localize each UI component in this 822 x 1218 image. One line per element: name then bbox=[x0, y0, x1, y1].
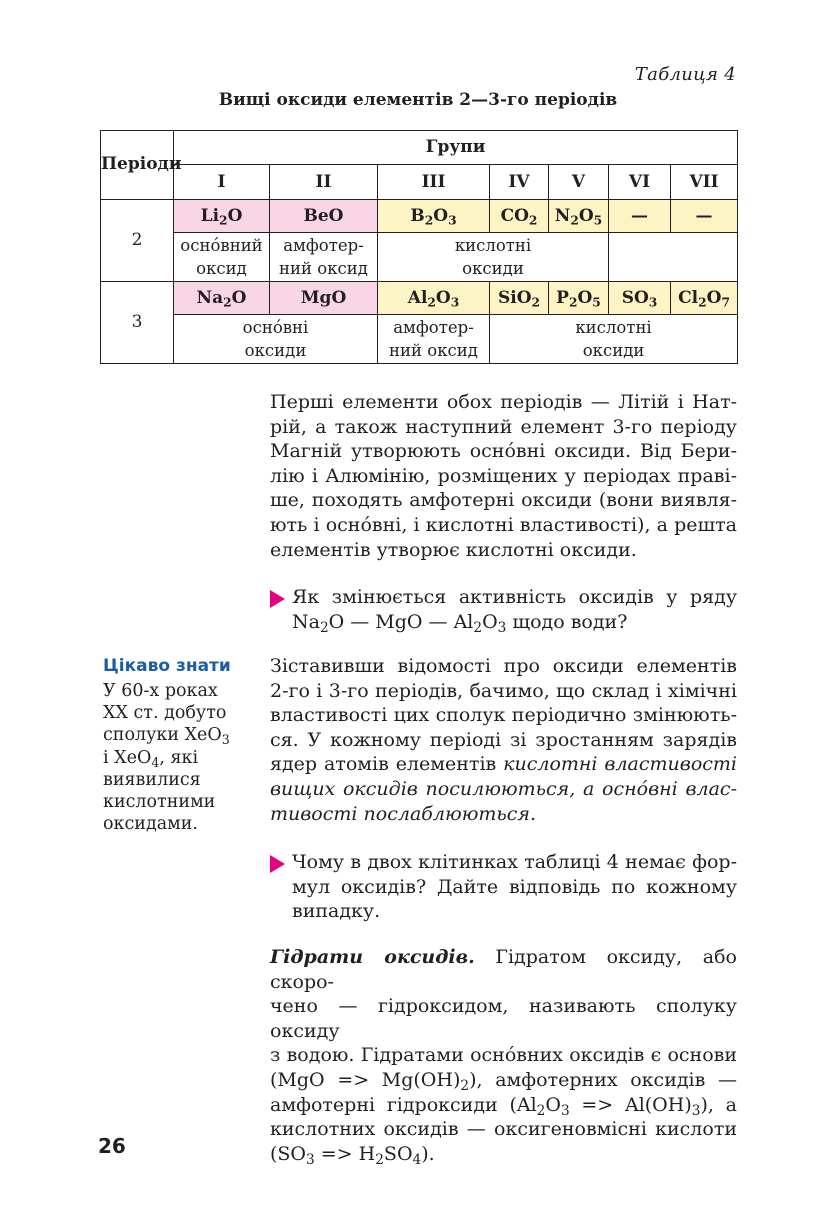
sidebar-text: У 60-х роках XX ст. добуто сполуки XeO$_3$ і XeO$_4$, які виявилися кислотними оксидами. bbox=[103, 681, 230, 835]
oxide-formula: $Na_2O$ bbox=[174, 281, 270, 314]
page-number: 26 bbox=[98, 1134, 126, 1158]
oxide-formula: $N_2O_5$ bbox=[549, 199, 609, 232]
oxide-type-acidic: кислотні оксиди bbox=[490, 315, 738, 364]
period-label: 2 bbox=[101, 199, 174, 281]
question-empty-cells: Чому в двох клітинках таблиці 4 немає фор- мул оксидів? Дайте відповідь по кожному випадку. bbox=[270, 850, 737, 924]
group-label: III bbox=[378, 165, 490, 199]
empty-cell bbox=[609, 233, 738, 282]
periods-header: Періоди bbox=[101, 131, 174, 200]
oxide-formula: BeO bbox=[270, 199, 378, 232]
group-label: I bbox=[174, 165, 270, 199]
oxide-type-amphoteric: амфотер- ний оксид bbox=[270, 233, 378, 282]
oxide-formula: $Cl_2O_7$ bbox=[671, 281, 738, 314]
table-caption: Таблиця 4 bbox=[634, 64, 736, 85]
oxide-type-acidic: кислотні оксиди bbox=[378, 233, 609, 282]
paragraph-hydrates: Гідрати оксидів. Гідратом оксиду, або скоро- чено — гідроксидом, називають сполуку оксиду з водою. Гідратами оснóвних оксидів є основи $(MgO => Mg(OH)_2)$, амфотерних оксидів — амфотерні гідроксиди $(Al_2O_3 => Al(OH)_3)$, а кислотних оксидів — оксигеновмісні кислоти $(SO_3 => H_2SO_4)$. bbox=[270, 946, 737, 1168]
term-hydrates: Гідрати оксидів. bbox=[270, 946, 475, 968]
oxide-formula: $B_2O_3$ bbox=[378, 199, 490, 232]
oxide-type-amphoteric: амфотер- ний оксид bbox=[378, 315, 490, 364]
group-label: V bbox=[549, 165, 609, 199]
question-activity: Як змінюється активність оксидів у ряду $Na_2O$ — MgO — $Al_2O_3$ щодо води? bbox=[270, 585, 737, 634]
period-label: 3 bbox=[101, 281, 174, 363]
oxide-formula-empty: — bbox=[609, 199, 671, 232]
groups-header: Групи bbox=[174, 131, 738, 165]
oxide-formula: $CO_2$ bbox=[490, 199, 549, 232]
triangle-marker-icon bbox=[270, 855, 285, 873]
paragraph-periodic-change: Зіставивши відомості про оксиди елементів 2-го і 3-го періодів, бачимо, що склад і хімічні властивості цих сполук періодично змінюють- ся. У кожному періоді зі зростанням зарядів ядер атомів елементів кислотні властивості вищих оксидів посилюються, а оснóвні влас- тивості послаблюються. bbox=[270, 655, 737, 825]
group-label: VII bbox=[671, 165, 738, 199]
sidebar-title: Цікаво знати bbox=[103, 656, 231, 676]
group-label: VI bbox=[609, 165, 671, 199]
oxide-type-basic: оснóвний оксид bbox=[174, 233, 270, 282]
oxide-formula: $Al_2O_3$ bbox=[378, 281, 490, 314]
oxide-formula: SiO$_2$ bbox=[490, 281, 549, 314]
paragraph-periods: Перші елементи обох періодів — Літій і Нат- рій, а також наступний елемент 3-го періоду Магній утворюють оснóвні оксиди. Від Бери- лію і Алюмінію, розміщених у періодах праві- ше, походять амфотерні оксиди (вони виявля- ють і оснóвні, і кислотні властивості), а решта елементів утворює кислотні оксиди. bbox=[270, 391, 737, 561]
triangle-marker-icon bbox=[270, 590, 285, 608]
oxide-formula: $SO_3$ bbox=[609, 281, 671, 314]
group-label: II bbox=[270, 165, 378, 199]
oxide-formula: MgO bbox=[270, 281, 378, 314]
table-title: Вищі оксиди елементів 2—3-го періодів bbox=[218, 90, 618, 110]
oxide-formula-empty: — bbox=[671, 199, 738, 232]
group-label: IV bbox=[490, 165, 549, 199]
oxide-formula: $Li_2O$ bbox=[174, 199, 270, 232]
oxides-table bbox=[100, 130, 738, 364]
oxide-formula: $P_2O_5$ bbox=[549, 281, 609, 314]
oxide-type-basic: оснóвні оксиди bbox=[174, 315, 378, 364]
